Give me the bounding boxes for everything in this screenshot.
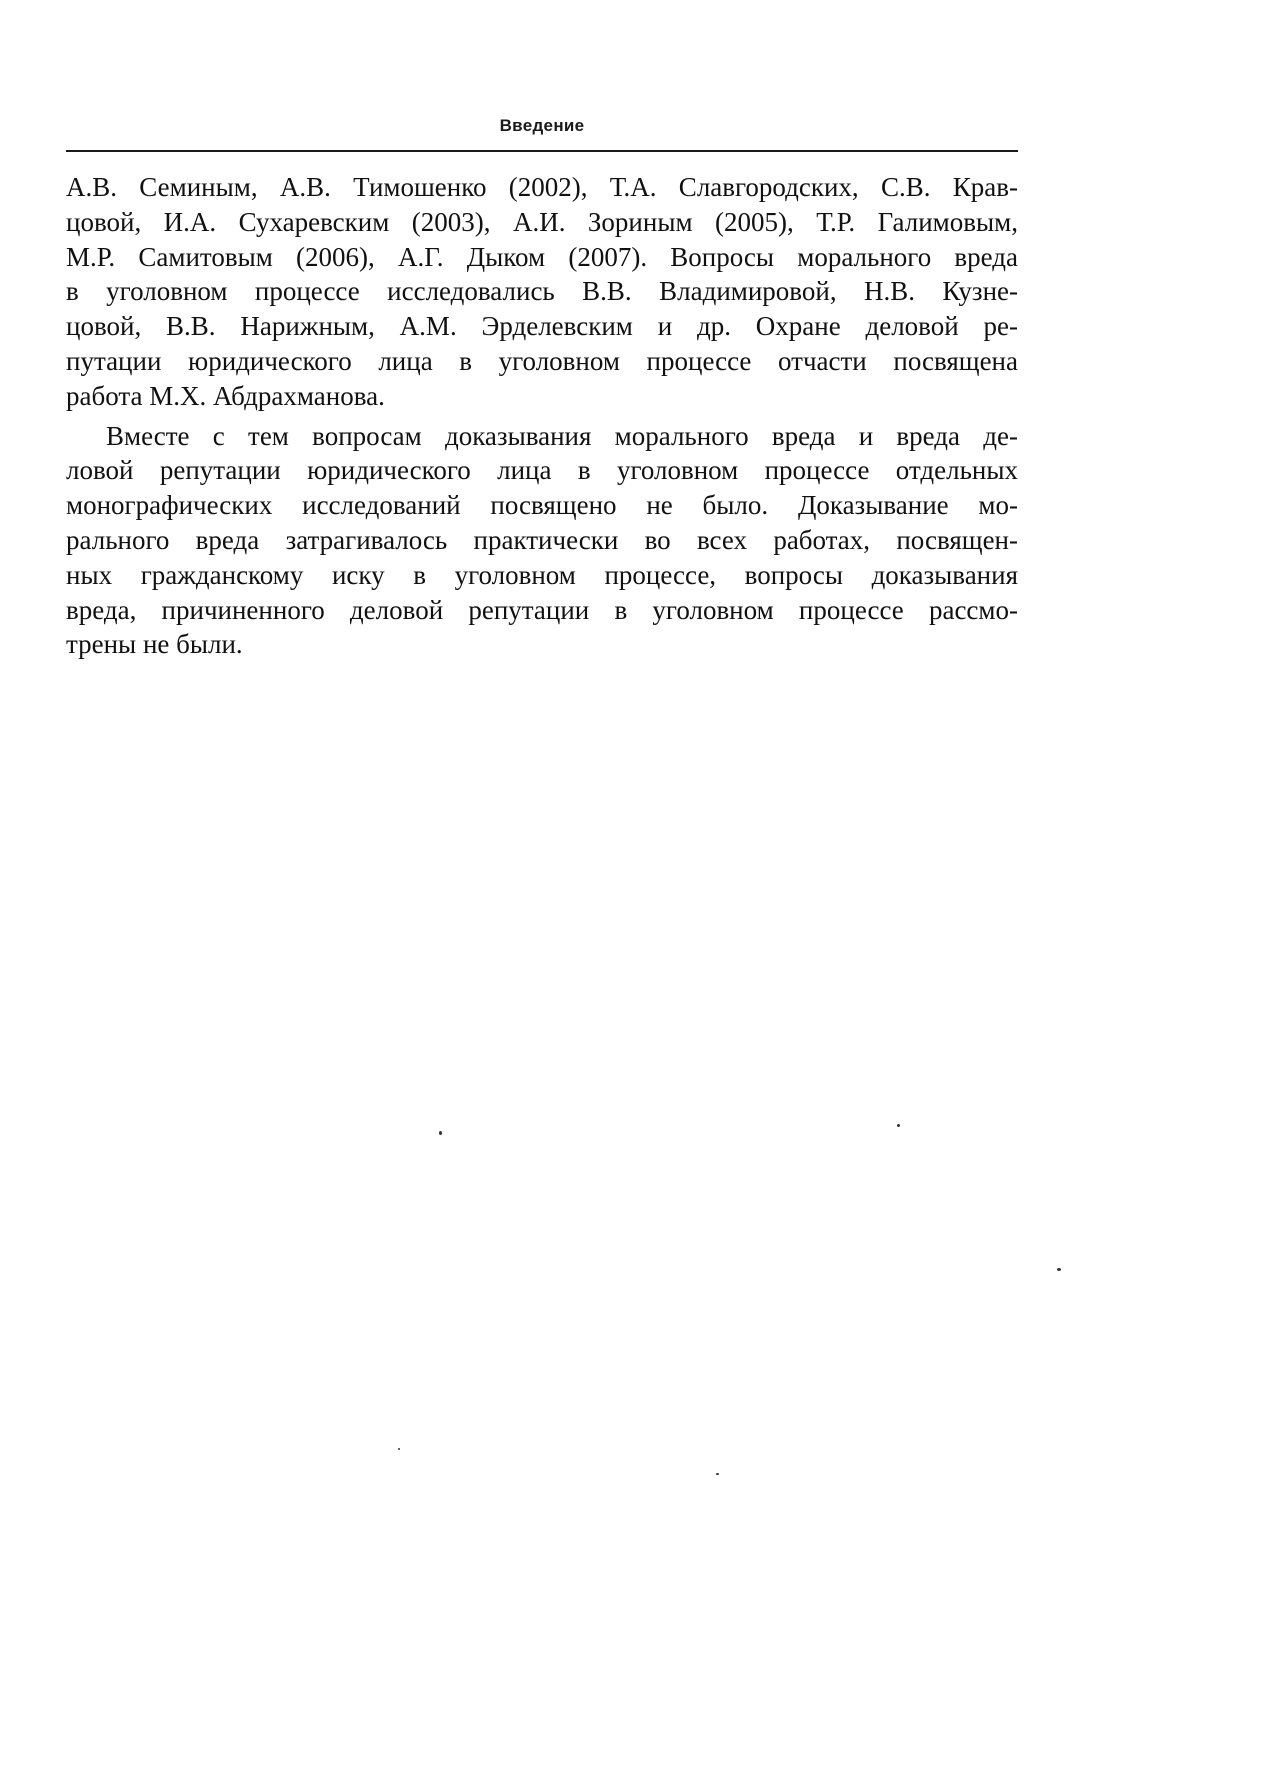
text-line: А.В. Семиным, А.В. Тимошенко (2002), Т.А. Славгородских, С.В. Крав-: [66, 172, 1018, 202]
text-line: цовой, И.А. Сухаревским (2003), А.И. Зориным (2005), Т.Р. Галимовым,: [66, 206, 1018, 237]
scan-speck: [439, 1131, 442, 1135]
scan-speck: [897, 1124, 900, 1127]
scan-speck: [398, 1448, 400, 1450]
text-line: Вместе с тем вопросам доказывания морального вреда и вреда де-: [106, 420, 1018, 451]
body-text: [66, 170, 1018, 662]
text-line: вреда, причиненного деловой репутации в уголовном процессе рассмо-: [66, 594, 1018, 625]
paragraph-2: [66, 419, 1018, 663]
text-line: ных гражданскому иску в уголовном процессе, вопросы доказывания: [66, 559, 1018, 590]
text-line: монографических исследований посвящено не было. Доказывание мо-: [66, 490, 1018, 521]
running-header: Введение: [499, 116, 585, 135]
text-line: рального вреда затрагивалось практически во всех работах, посвящен-: [66, 524, 1018, 555]
text-line: в уголовном процессе исследовались В.В. Владимировой, Н.В. Кузне-: [66, 276, 1018, 307]
text-line: М.Р. Самитовым (2006), А.Г. Дыком (2007). Вопросы морального вреда: [66, 241, 1018, 272]
scan-speck: [1057, 1268, 1061, 1271]
header-rule: [66, 150, 1018, 152]
paragraph-1: [66, 170, 1018, 414]
scan-speck: [716, 1473, 719, 1475]
text-line: трены не были.: [66, 629, 243, 660]
text-line: путации юридического лица в уголовном процессе отчасти посвящена: [66, 345, 1018, 376]
text-line: работа М.Х. Абдрахманова.: [66, 380, 385, 411]
text-line: ловой репутации юридического лица в уголовном процессе отдельных: [66, 455, 1018, 486]
text-line: цовой, В.В. Нарижным, А.М. Эрделевским и др. Охране деловой ре-: [66, 311, 1018, 342]
